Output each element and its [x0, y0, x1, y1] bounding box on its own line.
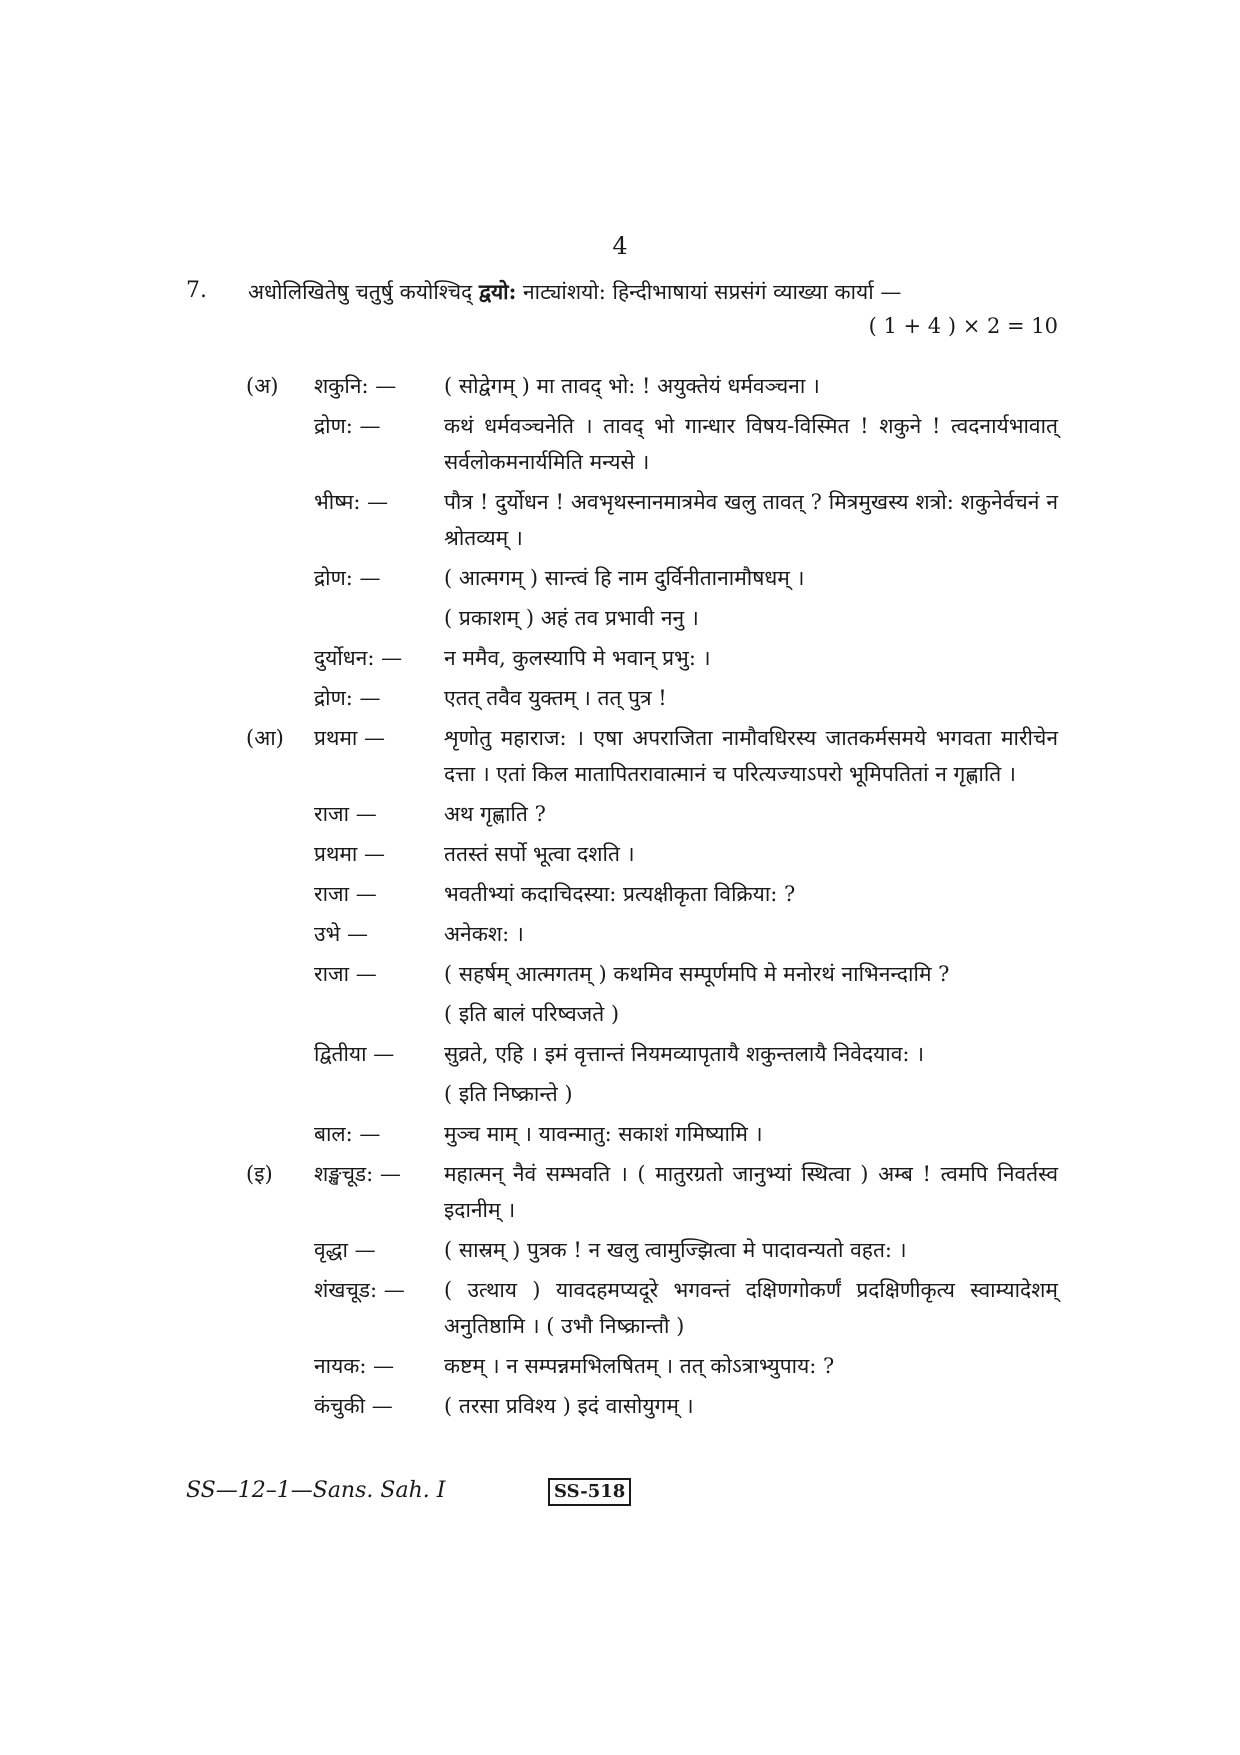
dialogue-line: [186, 956, 1058, 992]
question-text-before: अधोलिखितेषु चतुर्षु कयोश्चिद्: [248, 280, 479, 304]
speech-text: एतत् तवैव युक्तम् । तत् पुत्र !: [444, 686, 667, 710]
passage-section: [186, 1156, 1058, 1424]
section-label: (अ): [246, 374, 279, 398]
speech-text: ततस्तं सर्पो भूत्वा दशति ।: [444, 842, 635, 866]
dialogue-line: [186, 1388, 1058, 1424]
speech-text: अनेकश: ।: [444, 922, 524, 946]
dialogue-line: [186, 876, 1058, 912]
dialogue-line: [186, 600, 1058, 636]
dialogue-line: [186, 1232, 1058, 1268]
section-label: (आ): [246, 726, 284, 750]
speech-text: ( सहर्षम् आत्मगतम् ) कथमिव सम्पूर्णमपि मे मनोरथं नाभिनन्दामि ?: [444, 962, 950, 986]
speaker-name: राजा —: [314, 962, 377, 986]
question-number: 7.: [186, 278, 207, 303]
speaker-name: राजा —: [314, 802, 377, 826]
speech-text: कथं धर्मवञ्चनेति । तावद् भो गान्धार विषय-विस्मित ! शकुने ! त्वदनार्यभावात् सर्वलोकमनार्यमिति मन्यसे ।: [444, 414, 1058, 474]
speech-text: कष्टम् । न सम्पन्नमभिलषितम् । तत् कोऽत्राभ्युपाय: ?: [444, 1354, 835, 1378]
speech-text: भवतीभ्यां कदाचिदस्या: प्रत्यक्षीकृता विक्रिया: ?: [444, 882, 796, 906]
dialogue-line: [186, 1272, 1058, 1344]
page-number: 4: [612, 232, 628, 260]
speech-text: पौत्र ! दुर्योधन ! अवभृथस्नानमात्रमेव खलु तावत् ? मित्रमुखस्य शत्रो: शकुनेर्वचनं न श्रोतव्यम् ।: [444, 490, 1058, 550]
speech-text: ( इति बालं परिष्वजते ): [444, 1002, 620, 1026]
speech-text: अथ गृह्णाति ?: [444, 802, 546, 826]
question-block: [186, 278, 1058, 1428]
dialogue-line: [186, 1076, 1058, 1112]
speaker-name: प्रथमा —: [314, 726, 386, 750]
speaker-name: कंचुकी —: [314, 1394, 393, 1418]
speaker-name: द्वितीया —: [314, 1042, 395, 1066]
speaker-name: बाल: —: [314, 1122, 381, 1146]
dialogue-line: [186, 560, 1058, 596]
dialogue-line: [186, 368, 1058, 404]
speaker-name: शकुनि: —: [314, 374, 397, 398]
dialogue-line: [186, 796, 1058, 832]
speaker-name: नायक: —: [314, 1354, 395, 1378]
speech-text: महात्मन् नैवं सम्भवति । ( मातुरग्रतो जानुभ्यां स्थित्वा ) अम्ब ! त्वमपि निवर्तस्व इदानीम् ।: [444, 1162, 1058, 1222]
dialogue-line: [186, 916, 1058, 952]
dialogue-line: [186, 680, 1058, 716]
speaker-name: द्रोण: —: [314, 414, 381, 438]
dialogue-line: [186, 1116, 1058, 1152]
dialogue-line: [186, 996, 1058, 1032]
dialogue-line: [186, 1156, 1058, 1228]
question-text-bold: द्वयो:: [478, 279, 517, 304]
speech-text: शृणोतु महाराज: । एषा अपराजिता नामौवधिरस्य जातकर्मसमये भगवता मारीचेन दत्ता । एतां किल मातापितरावात्मानं च परित्यज्याऽपरो भूमिपतितां न गृह्णाति ।: [444, 726, 1058, 786]
speaker-name: द्रोण: —: [314, 686, 381, 710]
question-instruction: [248, 278, 901, 306]
passage-sections: [186, 368, 1058, 1424]
footer-set-code: SS-518: [548, 1478, 631, 1506]
footer-paper-code: SS—12–1—Sans. Sah. I: [186, 1478, 446, 1503]
question-text-after: नाट्यांशयो: हिन्दीभाषायां सप्रसंगं व्याख्या कार्या —: [516, 280, 902, 304]
speech-text: सुव्रते, एहि । इमं वृत्तान्तं नियमव्यापृतायै शकुन्तलायै निवेदयाव: ।: [444, 1042, 925, 1066]
speaker-name: शंखचूड: —: [314, 1278, 405, 1302]
speech-text: ( इति निष्क्रान्ते ): [444, 1082, 573, 1106]
speaker-name: शङ्खचूड: —: [314, 1162, 401, 1186]
speech-text: ( आत्मगम् ) सान्त्वं हि नाम दुर्विनीतानामौषधम् ।: [444, 566, 805, 590]
dialogue-line: [186, 640, 1058, 676]
dialogue-line: [186, 1348, 1058, 1384]
speaker-name: वृद्धा —: [314, 1238, 376, 1262]
dialogue-line: [186, 720, 1058, 792]
speech-text: ( तरसा प्रविश्य ) इदं वासोयुगम् ।: [444, 1394, 694, 1418]
dialogue-line: [186, 484, 1058, 556]
speaker-name: द्रोण: —: [314, 566, 381, 590]
page-footer: [186, 1478, 1058, 1518]
speaker-name: प्रथमा —: [314, 842, 386, 866]
speaker-name: उभे —: [314, 922, 368, 946]
speech-text: ( उत्थाय ) यावदहमप्यदूरे भगवन्तं दक्षिणगोकर्णं प्रदक्षिणीकृत्य स्वाम्यादेशम् अनुतिष्ठामि । ( उभौ निष्क्रान्तौ ): [444, 1278, 1058, 1338]
speech-text: ( सोद्वेगम् ) मा तावद् भो: ! अयुक्तेयं धर्मवञ्चना ।: [444, 374, 820, 398]
speaker-name: भीष्म: —: [314, 490, 389, 514]
speech-text: ( प्रकाशम् ) अहं तव प्रभावी ननु ।: [444, 606, 699, 630]
speech-text: मुञ्च माम् । यावन्मातु: सकाशं गमिष्यामि ।: [444, 1122, 763, 1146]
dialogue-line: [186, 408, 1058, 480]
speech-text: न ममैव, कुलस्यापि मे भवान् प्रभु: ।: [444, 646, 711, 670]
speech-text: ( सास्रम् ) पुत्रक ! न खलु त्वामुज्झित्वा मे पादावन्यतो वहत: ।: [444, 1238, 907, 1262]
dialogue-line: [186, 836, 1058, 872]
passage-section: [186, 720, 1058, 1152]
speaker-name: दुर्योधन: —: [314, 646, 403, 670]
dialogue-line: [186, 1036, 1058, 1072]
question-marks: ( 1 + 4 ) × 2 = 10: [868, 314, 1058, 338]
passage-section: [186, 368, 1058, 716]
section-label: (इ): [246, 1162, 273, 1186]
question-header: [186, 278, 1058, 312]
speaker-name: राजा —: [314, 882, 377, 906]
